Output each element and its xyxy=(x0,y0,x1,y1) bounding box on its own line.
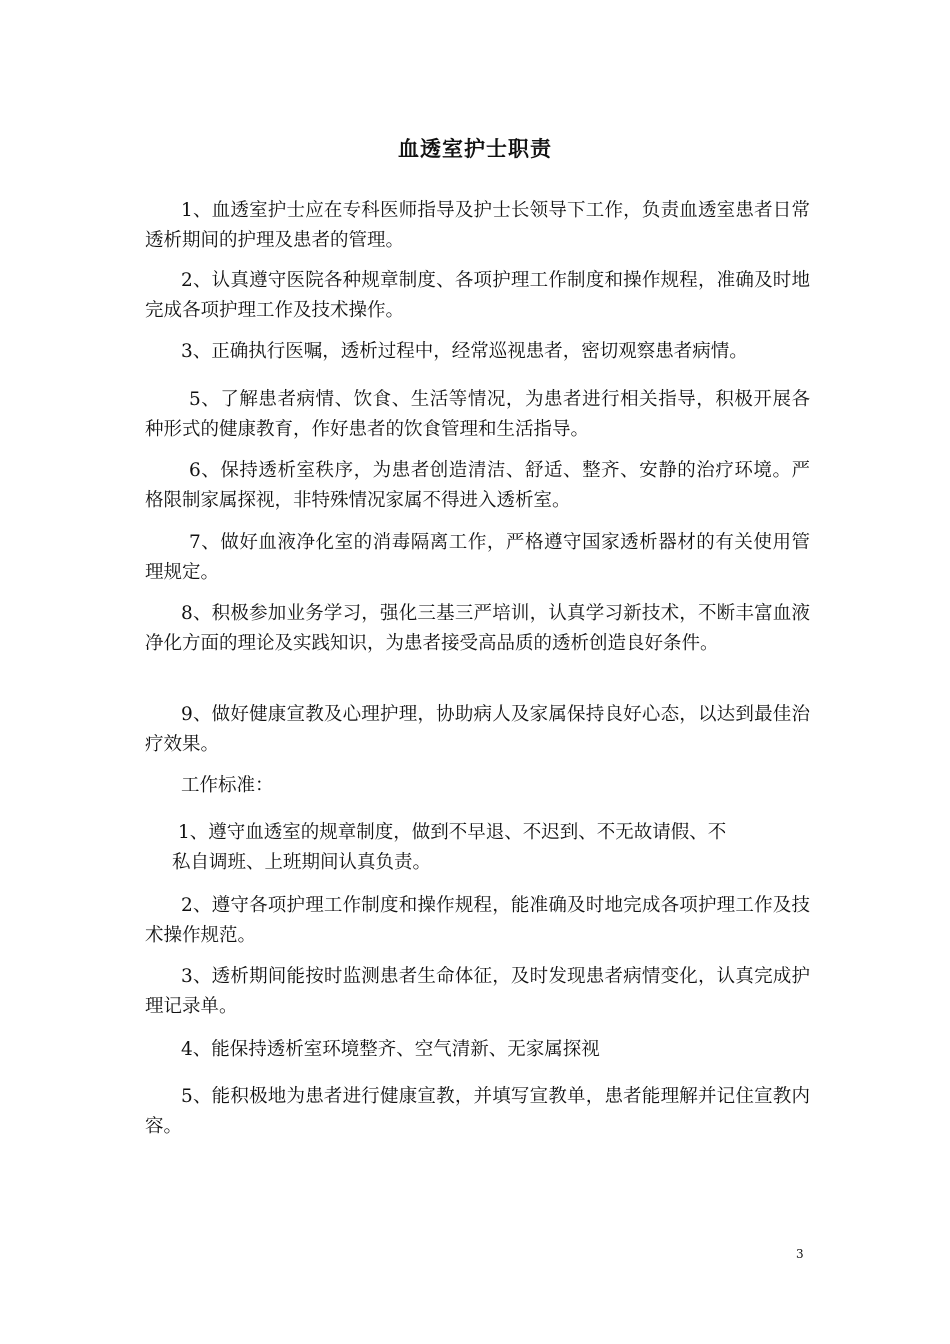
document-title: 血透室护士职责 xyxy=(398,137,552,161)
duty-item-5: 5、了解患者病情、饮食、生活等情况，为患者进行相关指导，积极开展各种形式的健康教育，作好患者的饮食管理和生活指导。 xyxy=(145,389,810,440)
standard-item-2: 2、遵守各项护理工作制度和操作规程，能准确及时地完成各项护理工作及技术操作规范。 xyxy=(145,895,810,946)
duty-item-7: 7、做好血液净化室的消毒隔离工作，严格遵守国家透析器材的有关使用管理规定。 xyxy=(145,532,810,583)
duty-item-9: 9、做好健康宣教及心理护理，协助病人及家属保持良好心态，以达到最佳治疗效果。 xyxy=(145,704,810,755)
duty-item-2: 2、认真遵守医院各种规章制度、各项护理工作制度和操作规程，准确及时地完成各项护理工作及技术操作。 xyxy=(145,270,810,321)
duty-item-1: 1、血透室护士应在专科医师指导及护士长领导下工作，负责血透室患者日常透析期间的护理及患者的管理。 xyxy=(145,200,810,251)
standard-item-4: 4、能保持透析室环境整齐、空气清新、无家属探视 xyxy=(181,1039,600,1060)
standard-item-1 xyxy=(145,818,810,878)
page-number: 3 xyxy=(796,1247,804,1261)
duty-item-8: 8、积极参加业务学习，强化三基三严培训，认真学习新技术，不断丰富血液净化方面的理论及实践知识，为患者接受高品质的透析创造良好条件。 xyxy=(145,603,810,654)
standard-item-1-line-1: 1、遵守血透室的规章制度，做到不早退、不迟到、不无故请假、不 xyxy=(178,822,727,843)
standard-item-1-line-2: 私自调班、上班期间认真负责。 xyxy=(172,852,432,873)
standard-item-5: 5、能积极地为患者进行健康宣教，并填写宣教单，患者能理解并记住宣教内容。 xyxy=(145,1086,810,1137)
duty-item-3: 3、正确执行医嘱，透析过程中，经常巡视患者，密切观察患者病情。 xyxy=(181,341,748,362)
standards-heading: 工作标准： xyxy=(181,775,274,796)
duty-item-6: 6、保持透析室秩序，为患者创造清洁、舒适、整齐、安静的治疗环境。严格限制家属探视，非特殊情况家属不得进入透析室。 xyxy=(145,460,810,511)
standard-item-3: 3、透析期间能按时监测患者生命体征，及时发现患者病情变化，认真完成护理记录单。 xyxy=(145,966,810,1017)
